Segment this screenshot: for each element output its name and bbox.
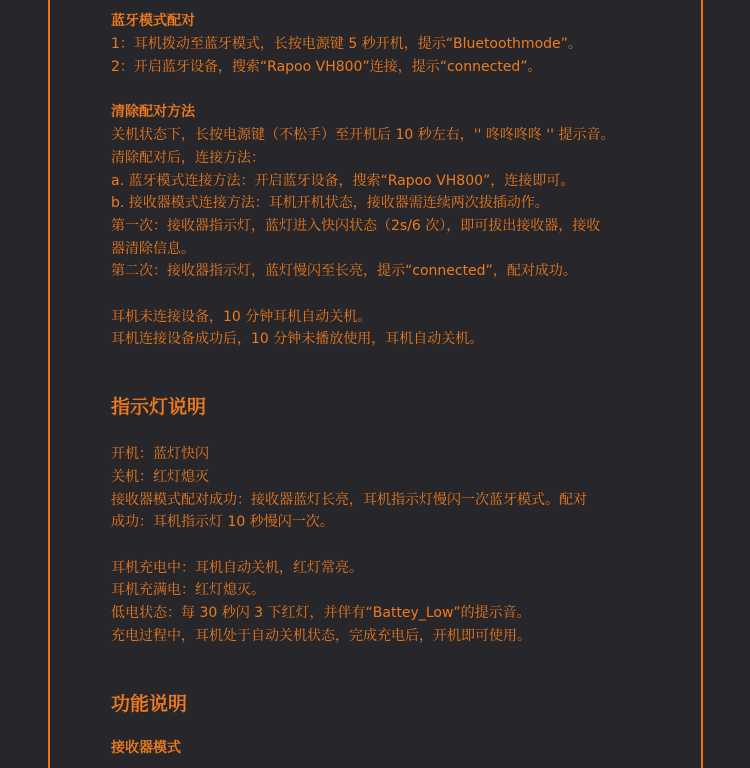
charging-line: 耳机充满电：红灯熄灭。 (111, 582, 265, 599)
manual-content (111, 10, 642, 760)
indicator-section-title: 指示灯说明 (111, 396, 207, 419)
indicator-line: 成功：耳机指示灯 10 秒慢闪一次。 (111, 514, 334, 531)
charging-line: 低电状态：每 30 秒闪 3 下红灯，并伴有“Battey_Low”的提示音。 (111, 605, 531, 622)
spacer (111, 283, 642, 306)
spacer (111, 717, 642, 737)
clear-pairing-heading: 清除配对方法 (111, 104, 195, 121)
function-section-title: 功能说明 (111, 693, 188, 716)
auto-off-line: 耳机连接设备成功后，10 分钟未播放使用，耳机自动关机。 (111, 331, 484, 348)
pairing-heading: 蓝牙模式配对 (111, 13, 195, 29)
spacer (111, 647, 642, 691)
spacer (111, 420, 642, 443)
clear-step-line: 关机状态下，长按电源键（不松手）至开机后 10 秒左右，'' 咚咚咚咚 '' 提示音。 (111, 127, 615, 144)
receiver-mode-heading: 接收器模式 (111, 740, 181, 757)
indicator-line: 关机：红灯熄灭 (111, 468, 209, 485)
auto-off-line: 耳机未连接设备，10 分钟耳机自动关机。 (111, 308, 372, 325)
clear-step-line: a. 蓝牙模式连接方法：开启蓝牙设备，搜索“Rapoo VH800”，连接即可。 (111, 172, 575, 189)
clear-step-line: 清除配对后，连接方法： (111, 149, 265, 166)
indicator-line: 接收器模式配对成功：接收器蓝灯长亮，耳机指示灯慢闪一次蓝牙模式。配对 (111, 491, 587, 508)
pairing-step-1: 1：耳机拨动至蓝牙模式，长按电源键 5 秒开机，提示“Bluetoothmode”。 (111, 36, 582, 52)
clear-step-line: 第二次：接收器指示灯，蓝灯慢闪至长亮，提示“connected”，配对成功。 (111, 263, 577, 280)
clear-step-line: 器清除信息。 (111, 240, 195, 257)
spacer (111, 78, 642, 101)
clear-step-line: 第一次：接收器指示灯，蓝灯进入快闪状态（2s/6 次），即可拔出接收器，接收 (111, 217, 601, 234)
left-border-line (48, 0, 50, 768)
charging-line: 充电过程中，耳机处于自动关机状态，完成充电后，开机即可使用。 (111, 627, 531, 644)
right-border-line (701, 0, 703, 768)
indicator-line: 开机：蓝灯快闪 (111, 446, 209, 463)
charging-line: 耳机充电中：耳机自动关机，红灯常亮。 (111, 559, 363, 576)
clear-step-line: b. 接收器模式连接方法：耳机开机状态，接收器需连续两次拔插动作。 (111, 195, 549, 212)
pairing-step-2: 2：开启蓝牙设备，搜索“Rapoo VH800”连接，提示“connected”。 (111, 58, 542, 75)
spacer (111, 351, 642, 394)
spacer (111, 534, 642, 557)
